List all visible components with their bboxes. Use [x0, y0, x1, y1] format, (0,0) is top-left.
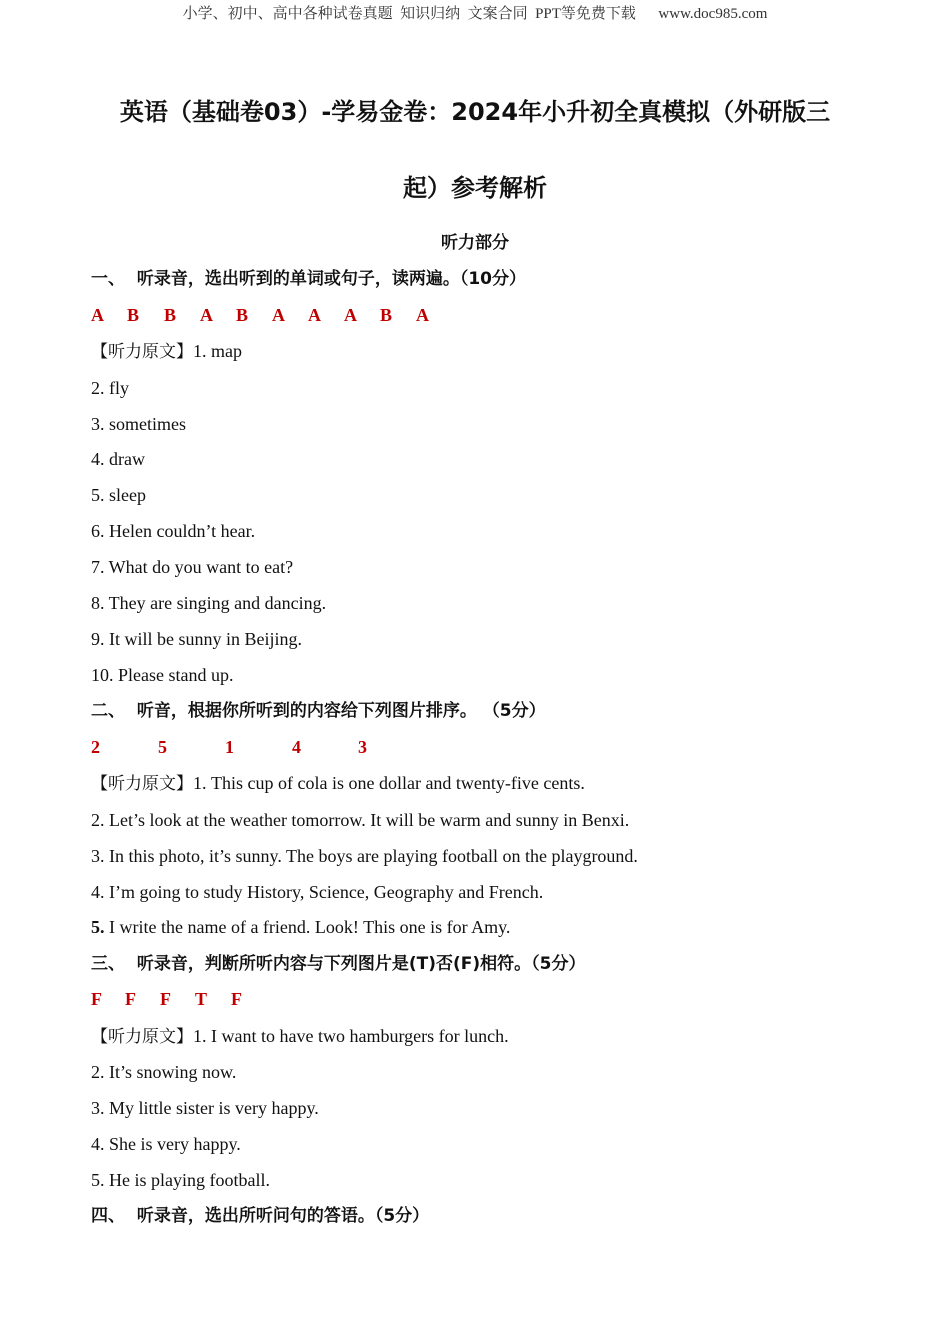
answer: 4	[292, 737, 301, 757]
answer: 3	[358, 737, 367, 757]
answer: A	[200, 305, 213, 325]
listening-line: 10. Please stand up.	[91, 665, 234, 685]
answer: B	[380, 305, 393, 325]
listening-line: 4. draw	[91, 449, 145, 469]
listening-tag: 【听力原文】	[91, 774, 193, 794]
listening-line: 4. I’m going to study History, Science, Geography and French.	[91, 882, 544, 902]
listening-tag: 【听力原文】	[91, 1027, 193, 1047]
answer: F	[160, 989, 171, 1009]
listening-line: 5. sleep	[91, 485, 146, 505]
answer: F	[231, 989, 242, 1009]
answer: B	[127, 305, 140, 325]
listening-line: 9. It will be sunny in Beijing.	[91, 629, 302, 649]
answer: T	[195, 989, 208, 1009]
listening-line: 【听力原文】1. map	[91, 341, 242, 362]
listening-line: 7. What do you want to eat?	[91, 557, 294, 577]
document-title-line2: 起）参考解析	[403, 174, 547, 202]
answer: A	[344, 305, 357, 325]
listening-line: 2. It’s snowing now.	[91, 1062, 237, 1082]
document-title-line1: 英语（基础卷03）-学易金卷：2024年小升初全真模拟（外研版三	[119, 98, 831, 126]
listening-line: 3. In this photo, it’s sunny. The boys are playing football on the playground.	[91, 846, 638, 866]
part-title: 听力部分	[441, 233, 509, 253]
answer: 5	[158, 737, 167, 757]
answer: A	[272, 305, 285, 325]
answer: A	[416, 305, 429, 325]
listening-line: 3. My little sister is very happy.	[91, 1098, 319, 1118]
section-4-heading: 四、 听录音，选出所听问句的答语。（5分）	[91, 1206, 430, 1226]
answer: F	[125, 989, 136, 1009]
listening-line: 6. Helen couldn’t hear.	[91, 521, 256, 541]
listening-line: 4. She is very happy.	[91, 1134, 241, 1154]
listening-line: 5. He is playing football.	[91, 1170, 270, 1190]
listening-line: 3. sometimes	[91, 414, 186, 434]
answer: 2	[91, 737, 100, 757]
page-header: 小学、初中、高中各种试卷真题 知识归纳 文案合同 PPT等免费下载 www.doc985.com	[182, 6, 768, 22]
listening-line: 2. Let’s look at the weather tomorrow. It will be warm and sunny in Benxi.	[91, 810, 630, 830]
answer: B	[164, 305, 177, 325]
answer: F	[91, 989, 102, 1009]
listening-line: 2. fly	[91, 378, 129, 398]
answer: A	[308, 305, 321, 325]
section-3-heading: 三、 听录音，判断所听内容与下列图片是(T)否(F)相符。（5分）	[91, 954, 586, 974]
answer: A	[91, 305, 104, 325]
listening-line: 8. They are singing and dancing.	[91, 593, 327, 613]
listening-line: 5. I write the name of a friend. Look! This one is for Amy.	[91, 917, 511, 937]
section-1-heading: 一、 听录音，选出听到的单词或句子，读两遍。（10分）	[91, 269, 526, 289]
answer: 1	[225, 737, 234, 757]
answer: B	[236, 305, 249, 325]
listening-line: 【听力原文】1. I want to have two hamburgers for lunch.	[91, 1026, 509, 1047]
section-2-heading: 二、 听音，根据你所听到的内容给下列图片排序。 （5分）	[91, 701, 546, 721]
listening-line: 【听力原文】1. This cup of cola is one dollar and twenty-five cents.	[91, 773, 585, 794]
listening-tag: 【听力原文】	[91, 342, 193, 362]
